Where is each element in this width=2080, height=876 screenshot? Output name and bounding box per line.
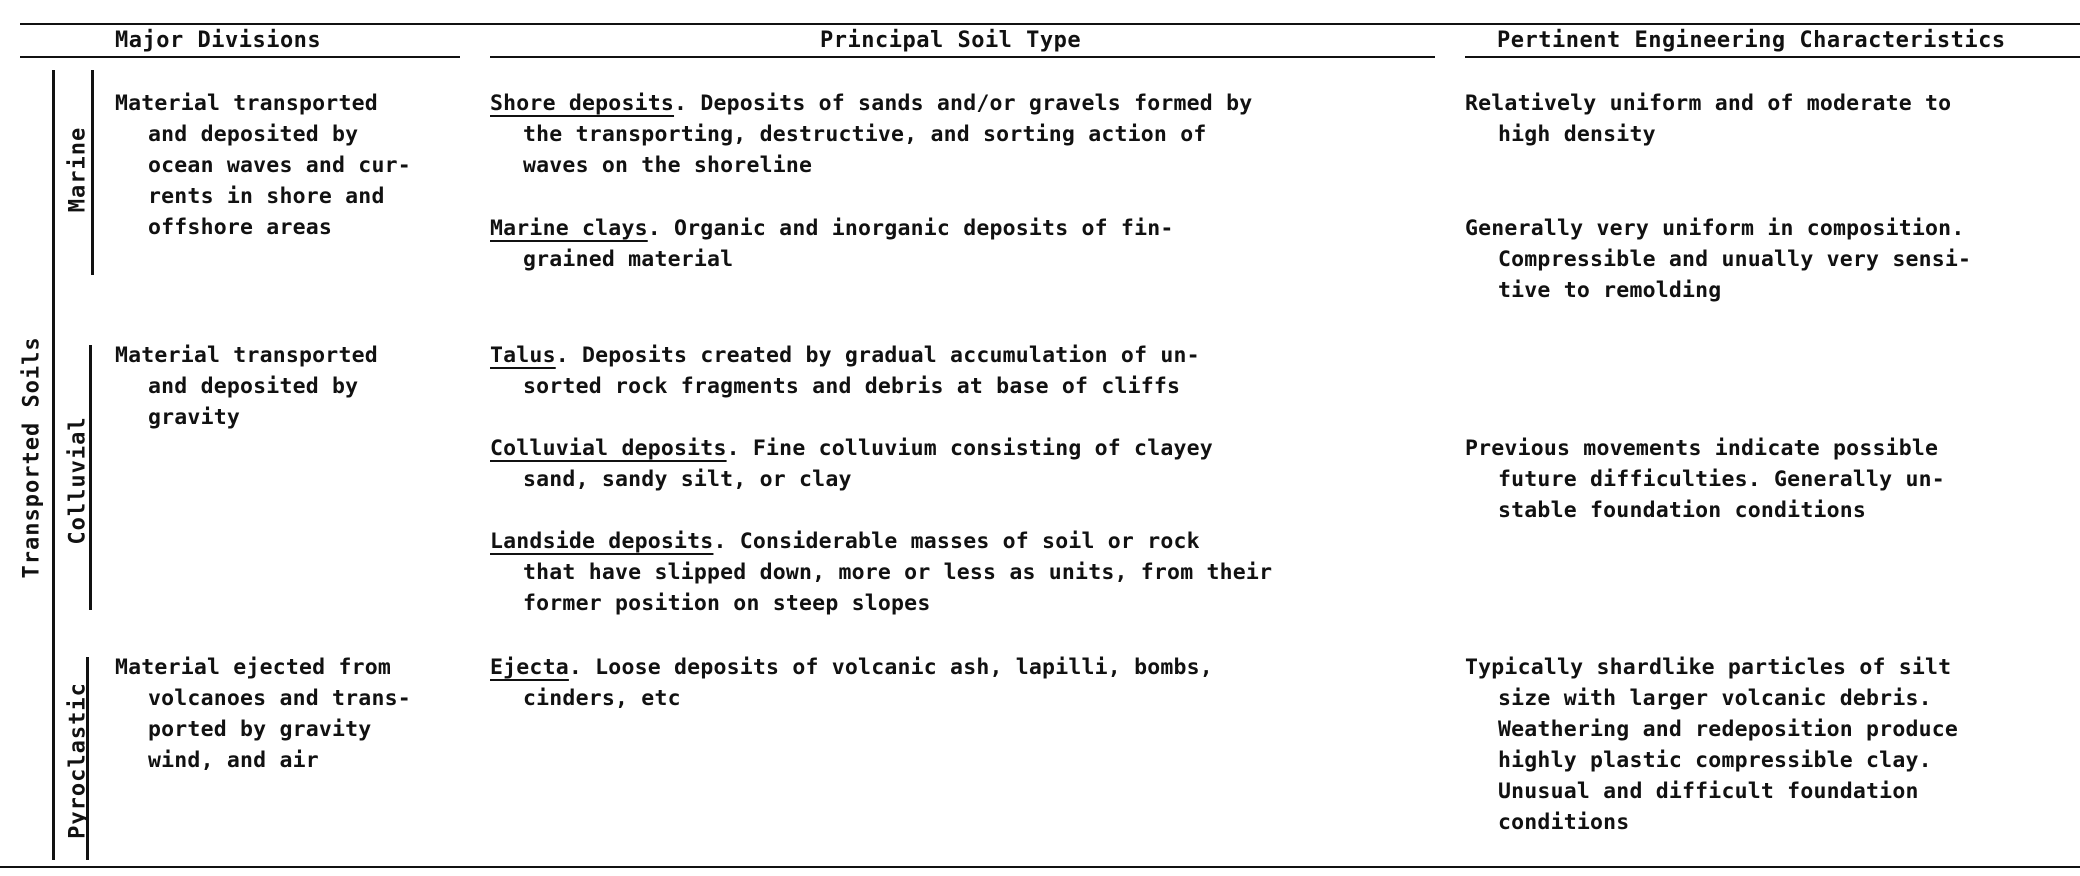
soil-type-colluvial-deposits	[490, 433, 1213, 495]
header-rule-characteristics	[1465, 56, 2080, 58]
text-line: Material transported	[115, 91, 378, 116]
text-line: and deposited by	[148, 374, 359, 399]
header-rule-principal	[490, 56, 1435, 58]
characteristics-marine-clays	[1465, 213, 1971, 306]
soil-type-marine-clays	[490, 213, 1174, 275]
text-line: sorted rock fragments and debris at base of cliffs	[523, 374, 1181, 399]
division-label-colluvial: Colluvial	[65, 416, 91, 545]
soil-type-term: Colluvial deposits	[490, 436, 727, 461]
soil-type-term: Marine clays	[490, 216, 648, 241]
division-label-pyroclastic: Pyroclastic	[65, 682, 91, 839]
text-line: high density	[1498, 122, 1656, 147]
soil-type-text: . Loose deposits of volcanic ash, lapilli, bombs,	[568, 655, 1213, 680]
soil-type-text: . Organic and inorganic deposits of fin-	[647, 216, 1174, 241]
text-line: size with larger volcanic debris.	[1498, 686, 1932, 711]
characteristics-ejecta	[1465, 652, 1958, 838]
text-line: Material ejected from	[115, 655, 392, 680]
soil-type-term: Ejecta	[490, 655, 569, 680]
division-bracket-marine	[91, 70, 94, 275]
soil-type-text: . Fine colluvium consisting of clayey	[726, 436, 1213, 461]
text-line: stable foundation conditions	[1498, 498, 1867, 523]
soil-type-talus	[490, 340, 1200, 402]
soil-type-shore-deposits	[490, 88, 1252, 181]
text-line: Unusual and difficult foundation	[1498, 779, 1919, 804]
text-line: highly plastic compressible clay.	[1498, 748, 1932, 773]
text-line: volcanoes and trans-	[148, 686, 411, 711]
soil-type-term: Landside deposits	[490, 529, 714, 554]
text-line: conditions	[1498, 810, 1630, 835]
text-line: that have slipped down, more or less as units, from their	[523, 560, 1273, 585]
soil-type-landside-deposits	[490, 526, 1272, 619]
division-description-marine	[115, 88, 411, 243]
text-line: tive to remolding	[1498, 278, 1722, 303]
text-line: ocean waves and cur-	[148, 153, 411, 178]
text-line: gravity	[148, 405, 241, 430]
header-rule-major	[20, 56, 460, 58]
division-description-pyroclastic	[115, 652, 411, 776]
text-line: former position on steep slopes	[523, 591, 931, 616]
text-line: Relatively uniform and of moderate to	[1465, 91, 1952, 116]
text-line: future difficulties. Generally un-	[1498, 467, 1945, 492]
text-line: waves on the shoreline	[523, 153, 813, 178]
text-line: grained material	[523, 247, 734, 272]
group-bracket-transported-soils	[52, 70, 55, 860]
text-line: Material transported	[115, 343, 378, 368]
soil-type-text: . Deposits of sands and/or gravels formed by	[674, 91, 1253, 116]
text-line: the transporting, destructive, and sorting action of	[523, 122, 1207, 147]
text-line: sand, sandy silt, or clay	[523, 467, 852, 492]
bottom-rule	[0, 866, 2080, 868]
header-principal-soil-type: Principal Soil Type	[820, 28, 1082, 53]
text-line: ported by gravity	[148, 717, 372, 742]
top-rule	[20, 23, 2080, 25]
soil-type-term: Shore deposits	[490, 91, 675, 116]
soil-type-text: . Deposits created by gradual accumulation of un-	[555, 343, 1200, 368]
text-line: wind, and air	[148, 748, 319, 773]
text-line: Generally very uniform in composition.	[1465, 216, 1965, 241]
text-line: offshore areas	[148, 215, 333, 240]
text-line: rents in shore and	[148, 184, 385, 209]
text-line: cinders, etc	[523, 686, 681, 711]
text-line: and deposited by	[148, 122, 359, 147]
characteristics-colluvial	[1465, 433, 1945, 526]
text-line: Weathering and redeposition produce	[1498, 717, 1959, 742]
text-line: Previous movements indicate possible	[1465, 436, 1939, 461]
soil-type-text: . Considerable masses of soil or rock	[713, 529, 1200, 554]
text-line: Typically shardlike particles of silt	[1465, 655, 1952, 680]
soil-type-term: Talus	[490, 343, 556, 368]
group-label-transported-soils: Transported Soils	[19, 336, 45, 579]
soil-type-ejecta	[490, 652, 1213, 714]
header-engineering-characteristics: Pertinent Engineering Characteristics	[1497, 28, 2006, 53]
characteristics-shore-deposits	[1465, 88, 1951, 150]
text-line: Compressible and unually very sensi-	[1498, 247, 1972, 272]
division-label-marine: Marine	[65, 126, 91, 213]
division-description-colluvial	[115, 340, 378, 433]
header-major-divisions: Major Divisions	[115, 28, 322, 53]
